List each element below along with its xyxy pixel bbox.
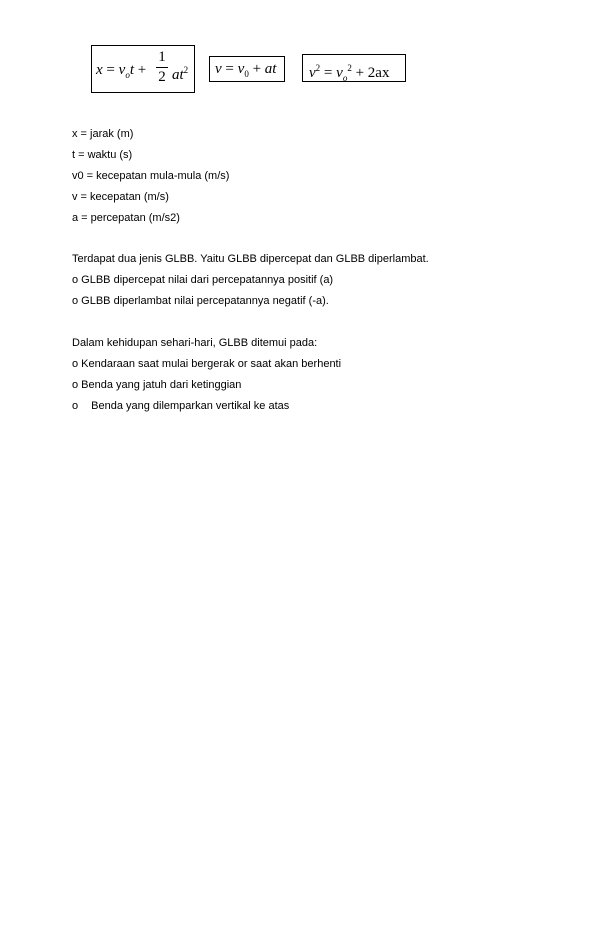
- velocity-squared-formula: $v^2 = v_o^2 + 2ax$: [302, 54, 406, 82]
- displacement-formula-left: $x = v_ot$ +: [96, 62, 147, 80]
- glbb-daily-intro: Dalam kehidupan sehari-hari, GLBB ditemui pada:: [72, 337, 318, 349]
- displacement-formula: [91, 45, 195, 93]
- list-item-text: Benda yang dilemparkan vertikal ke atas: [91, 400, 290, 412]
- list-item: o GLBB dipercepat nilai dari percepatannya positif (a): [72, 274, 334, 286]
- glbb-types-intro: Terdapat dua jenis GLBB. Yaitu GLBB dipercepat dan GLBB diperlambat.: [72, 253, 429, 265]
- list-item: o GLBB diperlambat nilai percepatannya negatif (-a).: [72, 295, 329, 307]
- definition-line: x = jarak (m): [72, 128, 134, 140]
- definition-line: v = kecepatan (m/s): [72, 191, 169, 203]
- formula-row: [91, 45, 421, 93]
- glbb-daily-section: [72, 333, 341, 417]
- list-item: [72, 396, 341, 417]
- list-item: o Benda yang jatuh dari ketinggian: [72, 379, 242, 391]
- list-item: o Kendaraan saat mulai bergerak or saat akan berhenti: [72, 358, 342, 370]
- displacement-formula-right: $at^2$: [172, 65, 189, 83]
- definition-line: t = waktu (s): [72, 149, 133, 161]
- glbb-types-section: [72, 249, 429, 312]
- definition-line: v0 = kecepatan mula-mula (m/s): [72, 170, 230, 182]
- fraction-one-half: $\frac{1}{2}$: [156, 48, 168, 86]
- definition-line: a = percepatan (m/s2): [72, 212, 180, 224]
- variable-definitions: [72, 124, 229, 229]
- bullet-marker: o: [72, 400, 79, 412]
- velocity-formula: $v = v_0$ + at: [209, 56, 285, 82]
